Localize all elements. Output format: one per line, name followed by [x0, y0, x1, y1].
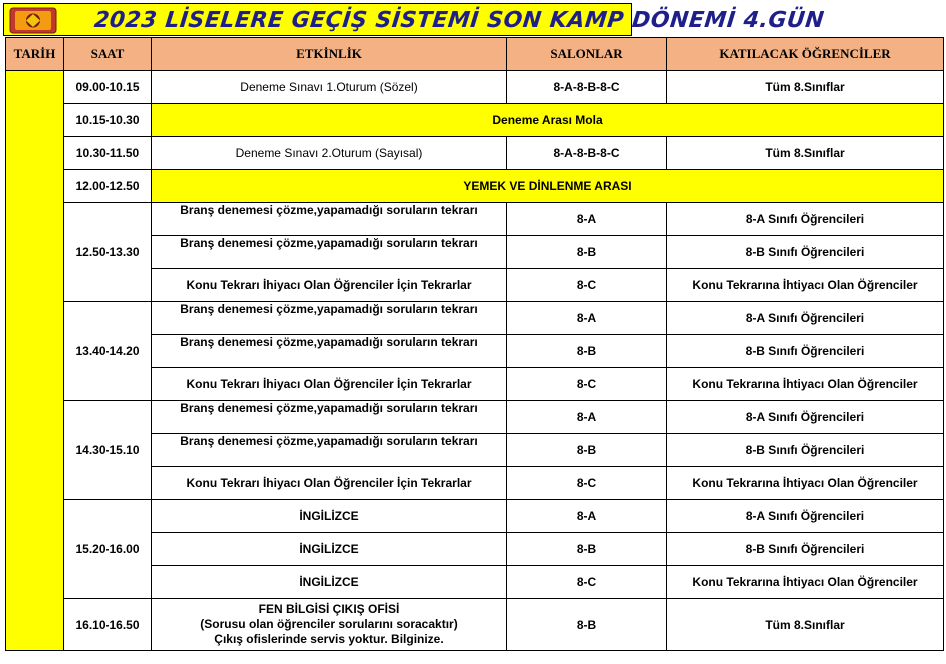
room-cell: 8-B [507, 533, 667, 566]
activity-cell: İNGİLİZCE [152, 566, 507, 599]
activity-line: FEN BİLGİSİ ÇIKIŞ OFİSİ [258, 602, 400, 616]
time-cell: 10.15-10.30 [64, 104, 152, 137]
time-cell: 10.30-11.50 [64, 137, 152, 170]
break-cell: Deneme Arası Mola [152, 104, 944, 137]
time-cell: 12.00-12.50 [64, 170, 152, 203]
room-cell: 8-C [507, 566, 667, 599]
activity-cell: Konu Tekrarı İhiyacı Olan Öğrenciler İçin Tekrarlar [152, 269, 507, 302]
room-cell: 8-B [507, 599, 667, 651]
room-cell: 8-B [507, 434, 667, 467]
activity-line: (Sorusu olan öğrenciler sorularını soracaktır) [200, 617, 458, 631]
page-title: 2023 LİSELERE GEÇİŞ SİSTEMİ SON KAMP DÖNEMİ 4.GÜN [92, 8, 826, 33]
time-cell: 13.40-14.20 [64, 302, 152, 401]
title-bar [3, 3, 826, 36]
room-cell: 8-A [507, 302, 667, 335]
time-cell: 16.10-16.50 [64, 599, 152, 651]
time-cell: 09.00-10.15 [64, 71, 152, 104]
activity-cell: İNGİLİZCE [152, 500, 507, 533]
activity-cell: Konu Tekrarı İhiyacı Olan Öğrenciler İçin Tekrarlar [152, 467, 507, 500]
room-cell: 8-A [507, 203, 667, 236]
students-cell: 8-A Sınıfı Öğrencileri [667, 203, 944, 236]
column-header-saat: SAAT [64, 38, 152, 71]
students-cell: 8-A Sınıfı Öğrencileri [667, 500, 944, 533]
school-emblem-icon [9, 7, 57, 34]
table-row [6, 302, 944, 335]
room-cell: 8-C [507, 368, 667, 401]
students-cell: Tüm 8.Sınıflar [667, 599, 944, 651]
table-row [6, 203, 944, 236]
room-cell: 8-A [507, 401, 667, 434]
room-cell: 8-B [507, 335, 667, 368]
table-row [6, 71, 944, 104]
table-row [6, 500, 944, 533]
room-cell: 8-A-8-B-8-C [507, 137, 667, 170]
time-cell: 15.20-16.00 [64, 500, 152, 599]
students-cell: 8-B Sınıfı Öğrencileri [667, 335, 944, 368]
activity-cell [152, 599, 507, 651]
day-cell [6, 71, 64, 651]
activity-cell: Branş denemesi çözme,yapamadığı soruların tekrarı [152, 302, 507, 335]
table-row [6, 104, 944, 137]
activity-cell: Branş denemesi çözme,yapamadığı soruların tekrarı [152, 203, 507, 236]
activity-cell: Konu Tekrarı İhiyacı Olan Öğrenciler İçin Tekrarlar [152, 368, 507, 401]
students-cell: 8-A Sınıfı Öğrencileri [667, 302, 944, 335]
activity-cell: Branş denemesi çözme,yapamadığı soruların tekrarı [152, 335, 507, 368]
table-row [6, 401, 944, 434]
students-cell: Konu Tekrarına İhtiyacı Olan Öğrenciler [667, 566, 944, 599]
room-cell: 8-C [507, 269, 667, 302]
table-row [6, 599, 944, 651]
room-cell: 8-A-8-B-8-C [507, 71, 667, 104]
column-header-etkinlik: ETKİNLİK [152, 38, 507, 71]
students-cell: Konu Tekrarına İhtiyacı Olan Öğrenciler [667, 368, 944, 401]
activity-cell: Branş denemesi çözme,yapamadığı soruların tekrarı [152, 236, 507, 269]
column-header-tarih: TARİH [6, 38, 64, 71]
students-cell: 8-B Sınıfı Öğrencileri [667, 236, 944, 269]
table-row [6, 170, 944, 203]
students-cell: Tüm 8.Sınıflar [667, 137, 944, 170]
students-cell: 8-B Sınıfı Öğrencileri [667, 434, 944, 467]
activity-cell: İNGİLİZCE [152, 533, 507, 566]
room-cell: 8-C [507, 467, 667, 500]
students-cell: Tüm 8.Sınıflar [667, 71, 944, 104]
students-cell: 8-B Sınıfı Öğrencileri [667, 533, 944, 566]
time-cell: 14.30-15.10 [64, 401, 152, 500]
activity-cell: Branş denemesi çözme,yapamadığı soruların tekrarı [152, 401, 507, 434]
students-cell: Konu Tekrarına İhtiyacı Olan Öğrenciler [667, 467, 944, 500]
lunch-break-cell: YEMEK VE DİNLENME ARASI [152, 170, 944, 203]
column-header-ogrenciler: KATILACAK ÖĞRENCİLER [667, 38, 944, 71]
students-cell: 8-A Sınıfı Öğrencileri [667, 401, 944, 434]
time-cell: 12.50-13.30 [64, 203, 152, 302]
activity-cell: Deneme Sınavı 2.Oturum (Sayısal) [152, 137, 507, 170]
room-cell: 8-B [507, 236, 667, 269]
schedule-table [5, 37, 944, 651]
activity-cell: Branş denemesi çözme,yapamadığı soruların tekrarı [152, 434, 507, 467]
students-cell: Konu Tekrarına İhtiyacı Olan Öğrenciler [667, 269, 944, 302]
table-row [6, 137, 944, 170]
activity-cell: Deneme Sınavı 1.Oturum (Sözel) [152, 71, 507, 104]
room-cell: 8-A [507, 500, 667, 533]
column-header-salonlar: SALONLAR [507, 38, 667, 71]
activity-line: Çıkış ofislerinde servis yoktur. Bilginize. [214, 632, 444, 646]
table-header-row [6, 38, 944, 71]
